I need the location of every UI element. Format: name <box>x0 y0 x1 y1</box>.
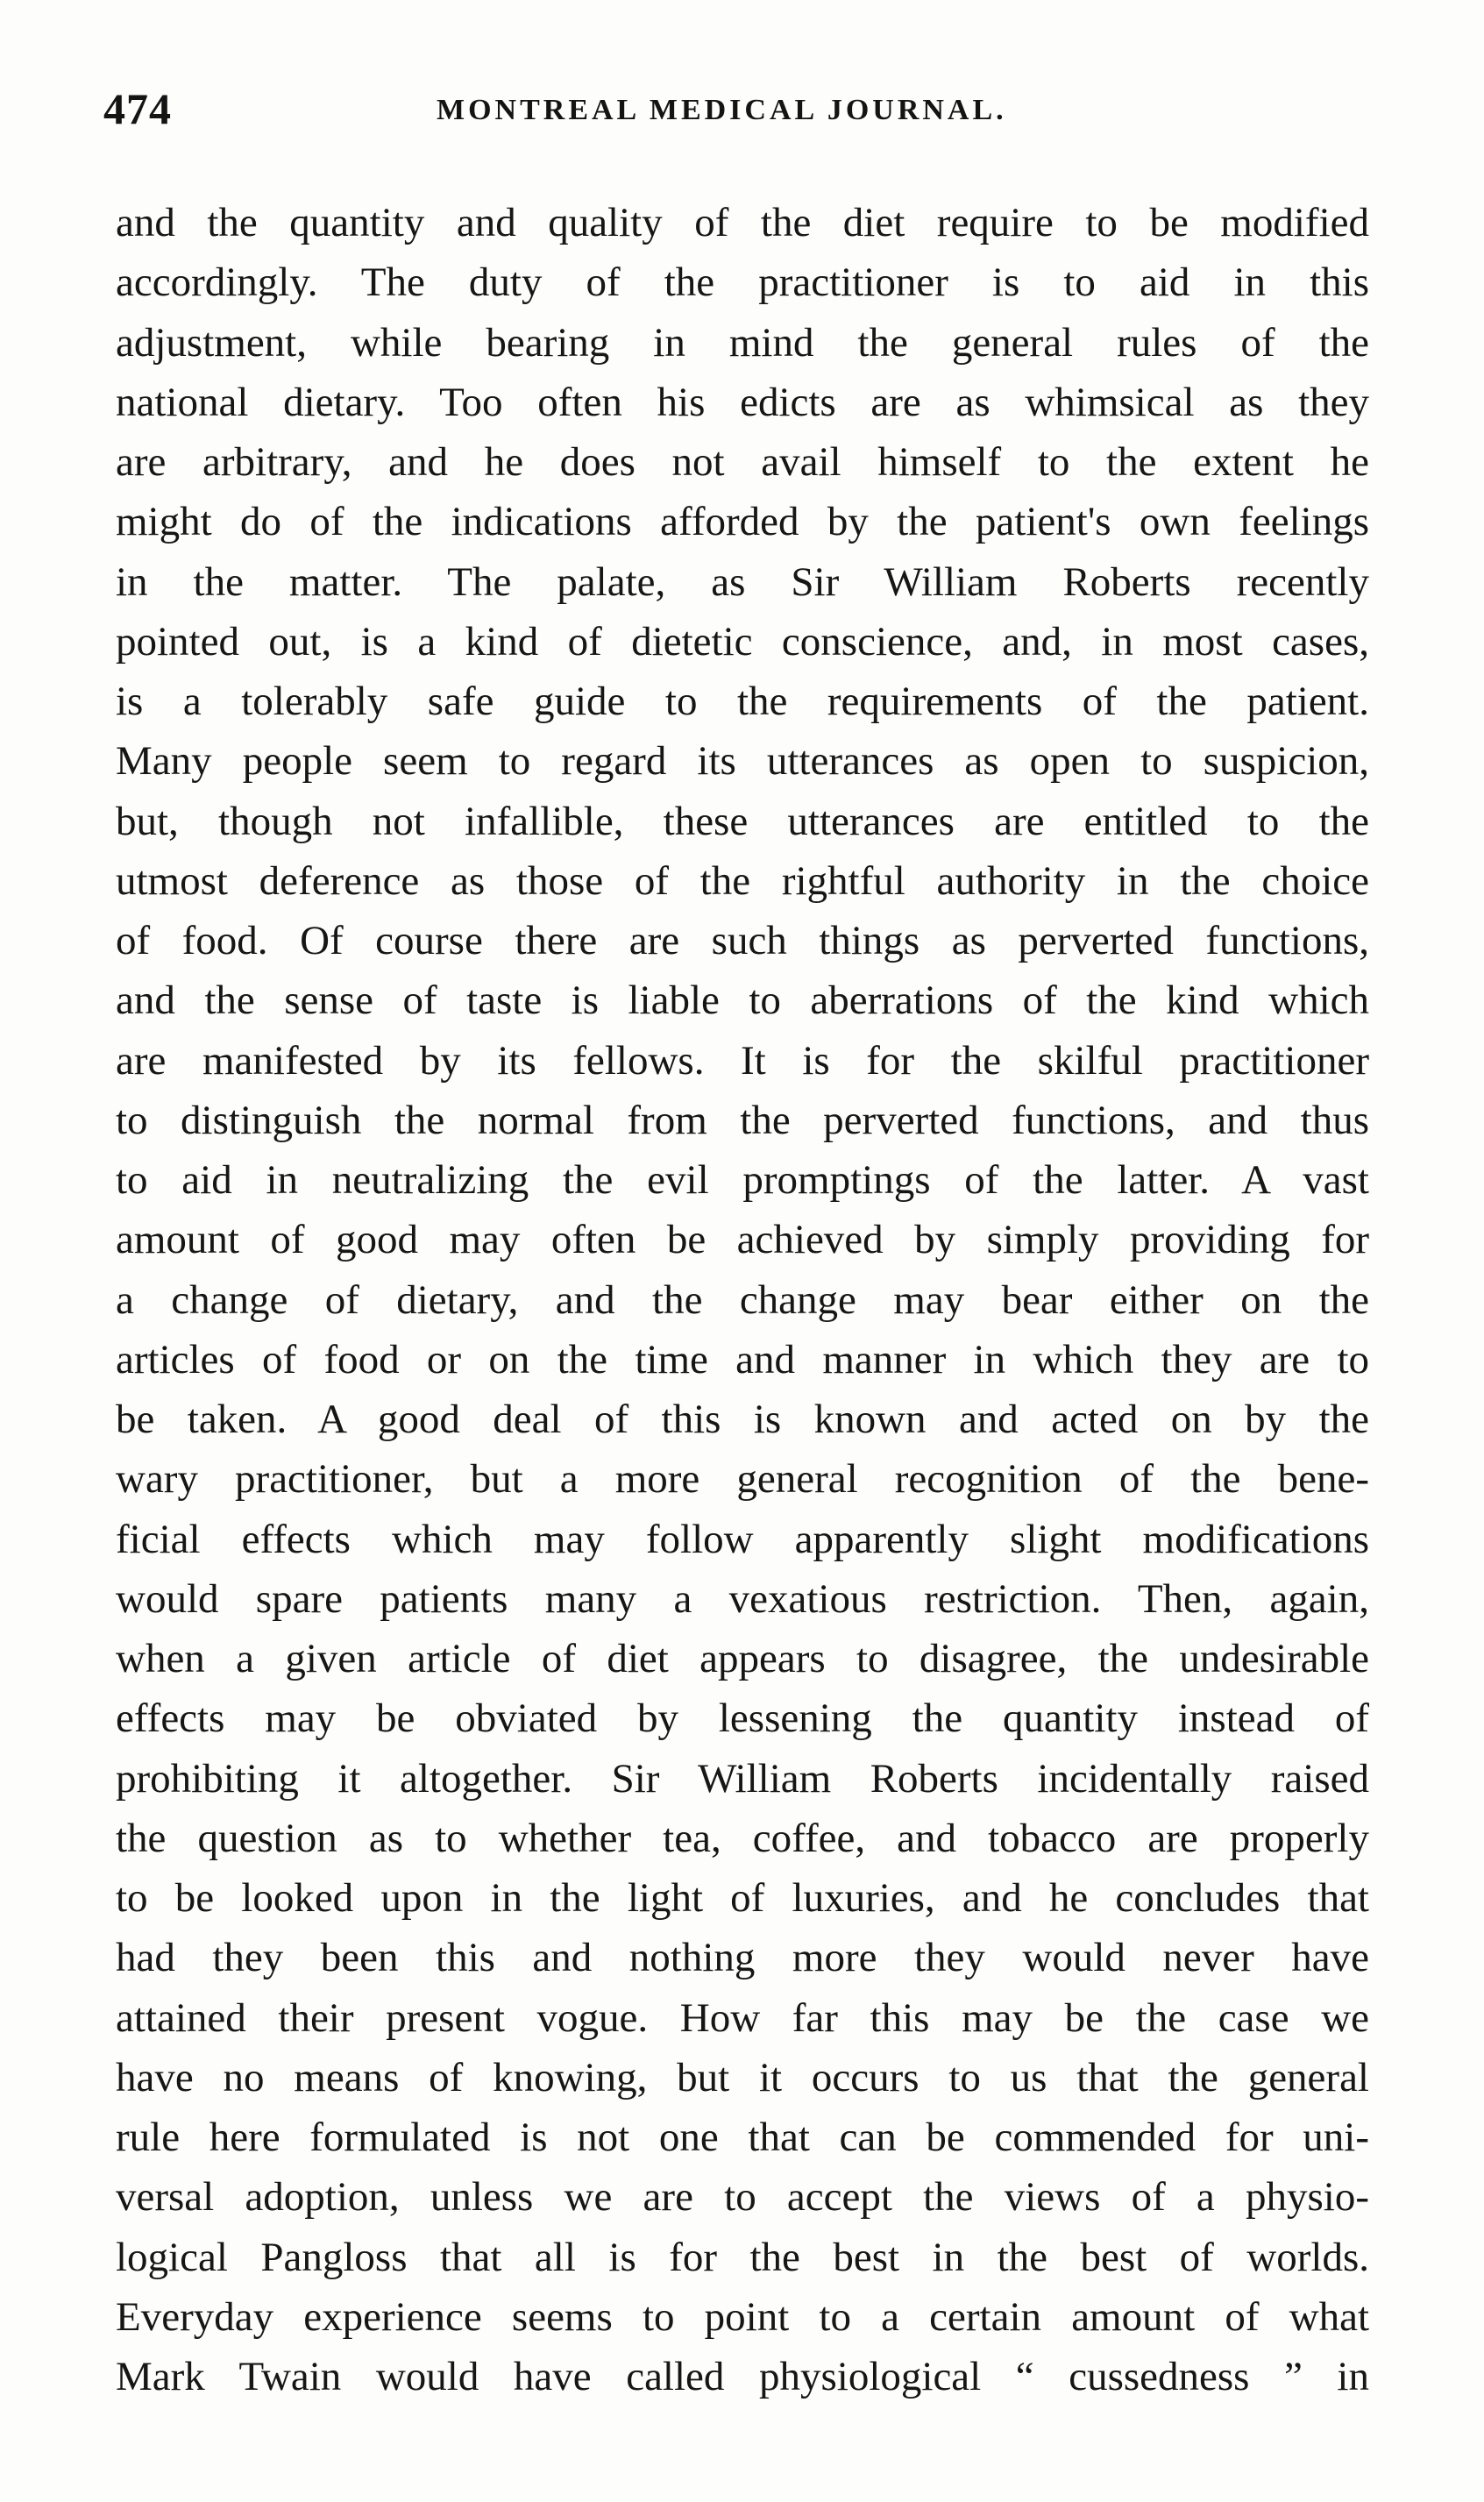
text-line: effects may be obviated by lessening the quantity instead of <box>116 1695 1369 1742</box>
text-line: would spare patients many a vexatious restriction. Then, again, <box>116 1575 1369 1622</box>
text-line: rule here formulated is not one that can be commended for uni- <box>116 2115 1369 2160</box>
text-line: ficial effects which may follow apparently slight modifications <box>116 1516 1369 1562</box>
text-line: of food. Of course there are such things as perverted functions, <box>116 918 1369 963</box>
text-line: and the sense of taste is liable to aberrations of the kind which <box>116 977 1369 1024</box>
text-line: articles of food or on the time and manner in which they are to <box>116 1336 1369 1382</box>
body-text <box>116 193 1369 2406</box>
text-line: Many people seem to regard its utterances as open to suspicion, <box>116 738 1369 785</box>
text-line: have no means of knowing, but it occurs to us that the general <box>116 2054 1369 2100</box>
text-line: are arbitrary, and he does not avail himself to the extent he <box>116 439 1369 485</box>
text-line: be taken. A good deal of this is known and acted on by the <box>116 1397 1369 1442</box>
journal-title: MONTREAL MEDICAL JOURNAL. <box>437 94 1007 126</box>
text-line: are manifested by its fellows. It is for the skilful practitioner <box>116 1037 1369 1084</box>
text-line: when a given article of diet appears to disagree, the undesirable <box>116 1636 1369 1681</box>
text-line: Everyday experience seems to point to a certain amount of what <box>116 2293 1369 2340</box>
text-line: but, though not infallible, these utterances are entitled to the <box>116 798 1369 844</box>
text-line: versal adoption, unless we are to accept the views of a physio- <box>116 2174 1369 2221</box>
text-line: had they been this and nothing more they would never have <box>116 1935 1369 1981</box>
text-line: amount of good may often be achieved by simply providing for <box>116 1217 1369 1263</box>
text-line: national dietary. Too often his edicts are as whimsical as they <box>116 379 1369 425</box>
text-line: the question as to whether tea, coffee, and tobacco are properly <box>116 1815 1369 1861</box>
text-line: pointed out, is a kind of dietetic conscience, and, in most cases, <box>116 618 1369 665</box>
text-line: accordingly. The duty of the practitioner is to aid in this <box>116 259 1369 306</box>
text-line: adjustment, while bearing in mind the general rules of the <box>116 319 1369 366</box>
text-line: is a tolerably safe guide to the requirements of the patient. <box>116 679 1369 724</box>
running-head <box>103 83 1366 136</box>
text-line: a change of dietary, and the change may bear either on the <box>116 1276 1369 1323</box>
text-line: prohibiting it altogether. Sir William Roberts incidentally raised <box>116 1755 1369 1802</box>
page-number: 474 <box>103 84 172 133</box>
text-line: and the quantity and quality of the diet require to be modified <box>116 200 1369 245</box>
text-line: logical Pangloss that all is for the best in the best of worlds. <box>116 2234 1369 2280</box>
text-line: in the matter. The palate, as Sir William Roberts recently <box>116 558 1369 605</box>
text-line: wary practitioner, but a more general recognition of the bene- <box>116 1456 1369 1503</box>
text-line: attained their present vogue. How far this may be the case we <box>116 1994 1369 2041</box>
text-line: might do of the indications afforded by the patient's own feelings <box>116 499 1369 545</box>
text-line: to distinguish the normal from the perverted functions, and thus <box>116 1097 1369 1143</box>
text-line: to be looked upon in the light of luxuries, and he concludes that <box>116 1875 1369 1921</box>
text-line: utmost deference as those of the rightful authority in the choice <box>116 857 1369 904</box>
text-line: Mark Twain would have called physiological “ cussedness ” in <box>116 2354 1369 2399</box>
text-line: to aid in neutralizing the evil promptings of the latter. A vast <box>116 1157 1369 1203</box>
